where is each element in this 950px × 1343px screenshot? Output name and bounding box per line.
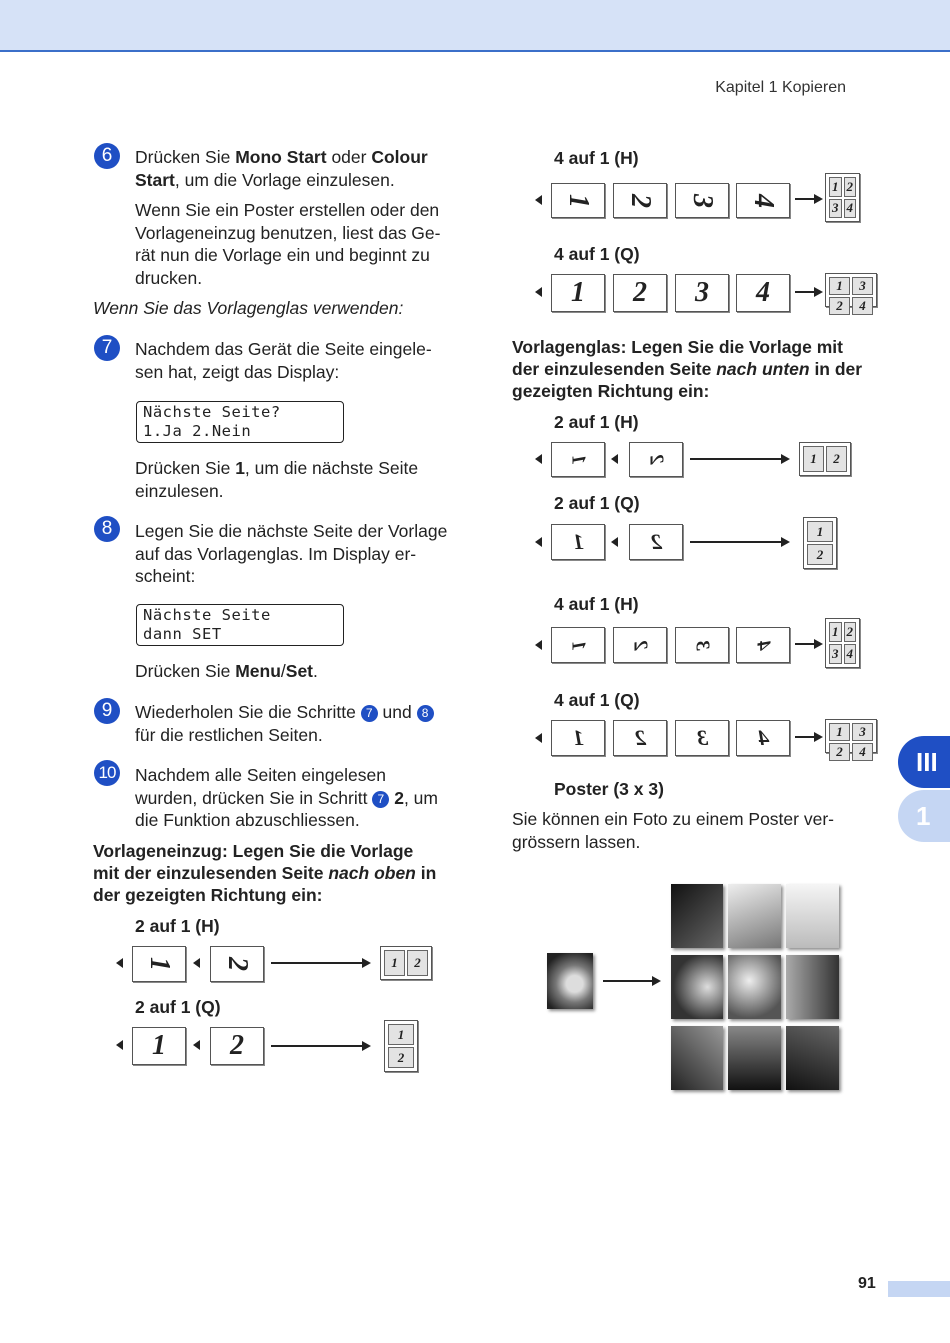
cell: 1 <box>807 521 833 542</box>
page-2-landscape <box>613 183 667 218</box>
page-2-portrait: 2 <box>210 1027 264 1065</box>
cell: 4 <box>844 644 857 664</box>
feed-direction-icon <box>535 454 542 464</box>
layout-label: 2 auf 1 (H) <box>135 916 220 936</box>
page-digit: 4 <box>752 640 775 650</box>
layout-label: 2 auf 1 (Q) <box>135 997 221 1017</box>
arrow-icon <box>795 643 815 645</box>
page-digit: 1 <box>563 193 594 208</box>
step-number-10: 10 <box>94 760 120 786</box>
output-page <box>825 618 860 668</box>
page-digit: 1 <box>572 725 584 750</box>
page-4-facedown <box>736 627 790 663</box>
text: der einzulesenden Seite <box>512 359 717 379</box>
line: auf das Vorlagenglas. Im Display er- <box>135 543 417 564</box>
page-digit: 1 <box>567 454 590 465</box>
arrow-icon <box>795 291 815 293</box>
page-1-portrait: 1 <box>551 274 605 312</box>
step-6-para2 <box>135 199 440 289</box>
line: sen hat, zeigt das Display: <box>135 361 340 382</box>
feed-direction-icon <box>535 640 542 650</box>
text: / <box>280 661 286 681</box>
poster-tile <box>671 884 723 948</box>
feed-direction-icon <box>535 287 542 297</box>
page-digit: 2 <box>645 454 668 465</box>
page-2-portrait: 2 <box>613 274 667 312</box>
cell: 3 <box>852 723 873 741</box>
line: Legen Sie die nächste Seite der Vorlage <box>135 521 448 541</box>
text: die Funktion abzuschliessen. <box>135 810 360 830</box>
text: , um die nächste Seite <box>244 458 419 478</box>
line: Vorlagenglas: Legen Sie die Vorlage mit <box>512 337 843 357</box>
output-page <box>384 1020 418 1072</box>
text: nach unten <box>716 359 810 379</box>
cell: 2 <box>807 544 833 565</box>
lcd-display-next-page <box>136 401 344 443</box>
poster-tile <box>728 955 781 1019</box>
page-digit: 4 <box>757 725 769 750</box>
step-7-para2 <box>135 457 418 502</box>
lcd-line: Nächste Seite <box>143 606 271 624</box>
cell: 2 <box>844 622 857 642</box>
glass-note: Wenn Sie das Vorlagenglas verwenden: <box>93 298 404 318</box>
text: Wiederholen Sie die Schritte <box>135 702 361 722</box>
line: scheint: <box>135 566 196 586</box>
cell: 3 <box>829 644 842 664</box>
text: , um die Vorlage einzulesen. <box>174 169 395 190</box>
feed-direction-icon <box>535 733 542 743</box>
page-digit: 1 <box>567 640 590 650</box>
section-tab-chapter[interactable]: 1 <box>898 790 950 842</box>
cell: 4 <box>852 743 873 761</box>
page-number-bar <box>888 1281 950 1297</box>
feed-direction-icon <box>611 537 618 547</box>
cell: 4 <box>852 297 873 315</box>
cell: 2 <box>844 177 857 197</box>
page-4-landscape <box>736 183 790 218</box>
text: in <box>415 863 437 883</box>
lcd-line: dann SET <box>143 625 222 643</box>
page-1-landscape <box>132 946 186 982</box>
feed-direction-icon <box>193 958 200 968</box>
output-page <box>825 173 860 222</box>
page-digit: 1 <box>144 957 175 971</box>
arrow-icon <box>690 541 782 543</box>
arrow-icon <box>271 962 363 964</box>
poster-tile <box>671 955 723 1019</box>
step-ref-8: 8 <box>417 705 434 722</box>
text: wurden, drücken Sie in Schritt <box>135 787 373 808</box>
cell: 1 <box>388 1024 414 1045</box>
page-2-facedown <box>613 720 667 756</box>
arrow-icon <box>795 198 815 200</box>
step-ref-7: 7 <box>361 705 378 722</box>
page-2-facedown <box>629 442 683 477</box>
cell: 2 <box>829 743 850 761</box>
page-1-facedown <box>551 524 605 560</box>
cell: 4 <box>844 199 857 219</box>
poster-tile <box>728 884 781 948</box>
layout-label: 2 auf 1 (Q) <box>554 493 640 513</box>
poster-tile <box>786 955 839 1019</box>
line: der gezeigten Richtung ein: <box>93 885 323 905</box>
page-1-facedown <box>551 720 605 756</box>
cell: 1 <box>829 177 842 197</box>
key-1: 1 <box>235 458 245 478</box>
arrow-icon <box>603 980 653 982</box>
page-number: 91 <box>858 1275 876 1292</box>
line: rät nun die Vorlage ein und beginnt zu <box>135 245 430 265</box>
output-page <box>380 946 432 980</box>
text: Drücken Sie <box>135 147 236 167</box>
text: nach oben <box>328 863 416 883</box>
text: Nachdem alle Seiten eingelesen <box>135 765 386 785</box>
cell: 1 <box>829 622 842 642</box>
arrow-icon <box>690 458 782 460</box>
line: Sie können ein Foto zu einem Poster ver- <box>512 809 834 829</box>
output-page <box>799 442 851 476</box>
line: grössern lassen. <box>512 831 641 852</box>
page-digit: 2 <box>634 725 646 750</box>
cell: 2 <box>826 446 847 472</box>
cell: 1 <box>384 950 405 976</box>
cell: 2 <box>407 950 428 976</box>
page-digit: 3 <box>687 193 718 208</box>
page-1-facedown <box>551 627 605 663</box>
line: Wenn Sie ein Poster erstellen oder den <box>135 200 440 220</box>
page-3-facedown <box>675 627 729 663</box>
lcd-display-next-page-set <box>136 604 344 646</box>
page-1-landscape <box>551 183 605 218</box>
layout-label: 4 auf 1 (Q) <box>554 690 640 710</box>
cell: 1 <box>829 723 850 741</box>
page-1-facedown <box>551 442 605 477</box>
text: und <box>377 702 417 722</box>
key-menu: Menu <box>235 661 281 681</box>
lcd-line: 1.Ja 2.Nein <box>143 422 252 440</box>
chapter-header: Kapitel 1 Kopieren <box>715 79 846 96</box>
top-banner <box>0 0 950 52</box>
poster-tile <box>786 884 839 948</box>
feed-direction-icon <box>116 958 123 968</box>
step-number-8: 8 <box>94 516 120 542</box>
feeder-heading <box>93 840 436 906</box>
text: einzulesen. <box>135 480 224 501</box>
page-1-portrait: 1 <box>132 1027 186 1065</box>
text: 2 <box>389 787 404 808</box>
step-number-6: 6 <box>94 143 120 169</box>
page-digit: 1 <box>572 529 584 554</box>
page-digit: 3 <box>696 725 708 750</box>
poster-tile <box>671 1026 723 1090</box>
text: für die restlichen Seiten. <box>135 724 323 745</box>
feed-direction-icon <box>116 1040 123 1050</box>
page-digit: 2 <box>650 529 662 554</box>
feed-direction-icon <box>535 195 542 205</box>
poster-grid <box>671 884 839 1090</box>
output-page <box>803 517 837 569</box>
page-3-facedown <box>675 720 729 756</box>
poster-description <box>512 808 834 853</box>
line: drucken. <box>135 267 203 288</box>
page-2-facedown <box>613 627 667 663</box>
text: , um <box>403 787 438 808</box>
cell: 2 <box>829 297 850 315</box>
page-3-portrait: 3 <box>675 274 729 312</box>
layout-label: 4 auf 1 (H) <box>554 594 639 614</box>
cell: 3 <box>852 277 873 295</box>
page-3-landscape <box>675 183 729 218</box>
step-9-text <box>135 701 434 746</box>
glass-heading <box>512 336 862 402</box>
page-2-facedown <box>629 524 683 560</box>
key-mono-start: Mono Start <box>235 147 327 167</box>
page-digit: 2 <box>625 193 656 208</box>
page-4-facedown <box>736 720 790 756</box>
layout-label: 4 auf 1 (Q) <box>554 244 640 264</box>
key-colour: Colour <box>371 147 428 167</box>
page-4-portrait: 4 <box>736 274 790 312</box>
lcd-line: Nächste Seite? <box>143 403 281 421</box>
feed-direction-icon <box>193 1040 200 1050</box>
page-digit: 4 <box>748 193 779 208</box>
step-8-para2 <box>135 660 318 683</box>
output-page <box>825 719 877 759</box>
handshake-photo-small <box>547 953 593 1009</box>
step-8-text <box>135 520 447 588</box>
step-number-9: 9 <box>94 698 120 724</box>
poster-heading: Poster (3 x 3) <box>554 779 664 799</box>
text: . <box>313 661 318 681</box>
page-digit: 2 <box>222 957 253 971</box>
feed-direction-icon <box>535 537 542 547</box>
arrow-icon <box>271 1045 363 1047</box>
line: gezeigten Richtung ein: <box>512 381 710 401</box>
section-tab-roman[interactable]: III <box>898 736 950 788</box>
feed-direction-icon <box>611 454 618 464</box>
text: Drücken Sie <box>135 661 236 681</box>
cell: 3 <box>829 199 842 219</box>
text: mit der einzulesenden Seite <box>93 863 329 883</box>
page-digit: 2 <box>629 640 652 650</box>
cell: 2 <box>388 1047 414 1068</box>
line: Vorlageneinzug benutzen, liest das Ge- <box>135 222 441 243</box>
step-6-text <box>135 146 465 191</box>
line: Nachdem das Gerät die Seite eingele- <box>135 339 432 359</box>
line: Vorlageneinzug: Legen Sie die Vorlage <box>93 841 414 861</box>
page-2-landscape <box>210 946 264 982</box>
text: Drücken Sie <box>135 458 236 478</box>
output-page <box>825 273 877 313</box>
poster-tile <box>728 1026 781 1090</box>
step-ref-7: 7 <box>372 791 389 808</box>
cell: 1 <box>803 446 824 472</box>
key-start: Start <box>135 169 175 190</box>
poster-tile <box>786 1026 839 1090</box>
cell: 1 <box>829 277 850 295</box>
text: oder <box>326 147 372 167</box>
text: in der <box>809 359 863 379</box>
arrow-icon <box>795 736 815 738</box>
layout-label: 2 auf 1 (H) <box>554 412 639 432</box>
step-number-7: 7 <box>94 335 120 361</box>
layout-label: 4 auf 1 (H) <box>554 148 639 168</box>
step-7-text <box>135 338 432 383</box>
step-10-text <box>135 764 438 832</box>
key-set: Set <box>285 661 313 681</box>
page-digit: 3 <box>691 640 714 650</box>
